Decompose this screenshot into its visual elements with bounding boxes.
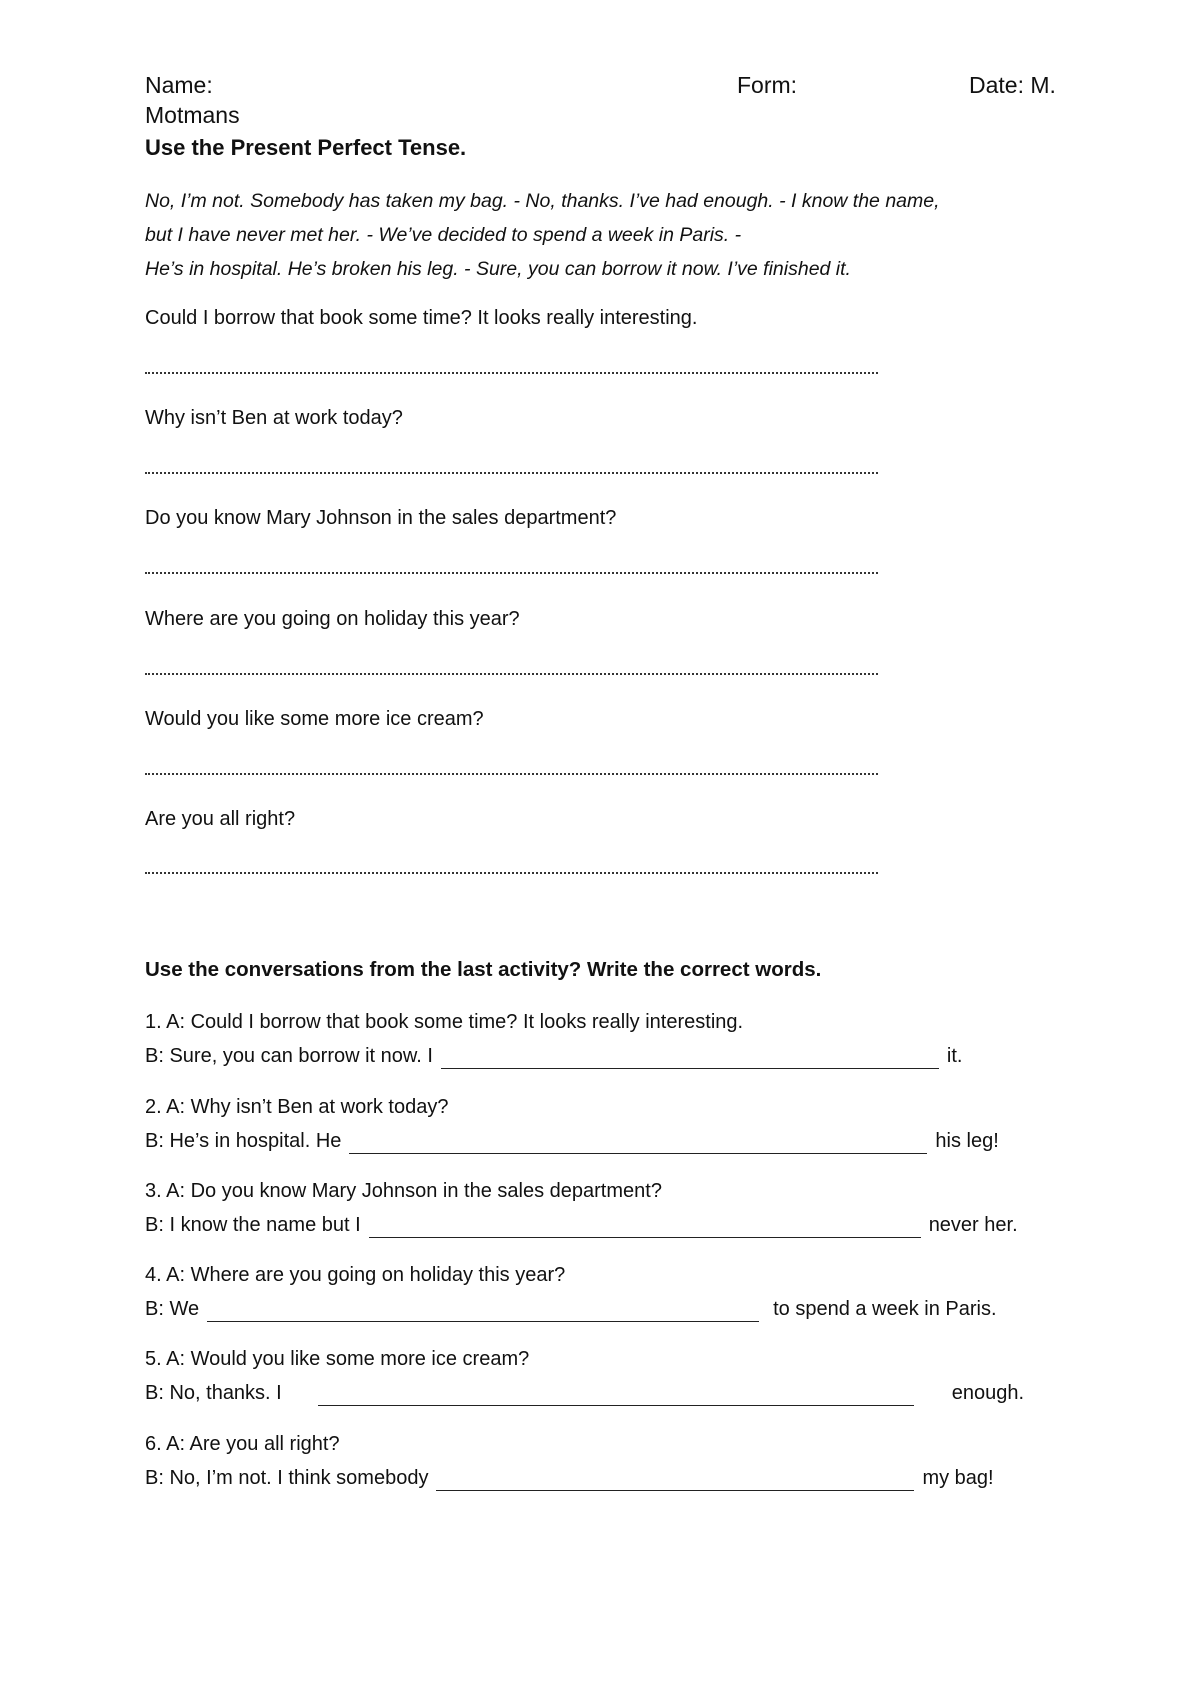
exercise-question: 5. A: Would you like some more ice cream? — [145, 1348, 530, 1370]
answer-blank-2[interactable] — [349, 1131, 927, 1154]
answer-line: He’s in hospital. He’s broken his leg. - Sure, you can borrow it now. I’ve finished it. — [145, 258, 851, 280]
exercise-6 — [145, 1427, 1065, 1495]
answer-suffix: his leg! — [935, 1130, 999, 1152]
answer-suffix: never her. — [928, 1214, 1018, 1236]
answer-suffix: it. — [946, 1045, 963, 1067]
exercise-question: 4. A: Where are you going on holiday this year? — [145, 1264, 566, 1286]
answer-prefix: B: Sure, you can borrow it now. I — [145, 1045, 433, 1067]
answer-line: No, I’m not. Somebody has taken my bag. - No, thanks. I’ve had enough. - I know the name, — [145, 190, 940, 212]
question-5: Would you like some more ice cream? — [145, 708, 484, 730]
question-4: Where are you going on holiday this year? — [145, 608, 520, 630]
exercise-question: 2. A: Why isn’t Ben at work today? — [145, 1096, 449, 1118]
exercise-1 — [145, 1005, 1065, 1073]
exercise-2 — [145, 1090, 1065, 1158]
exercise-answer-row — [145, 1039, 1065, 1073]
answer-dotted-line-3[interactable] — [145, 572, 878, 576]
answer-blank-3[interactable] — [369, 1215, 921, 1238]
answer-prefix: B: He’s in hospital. He — [145, 1130, 342, 1152]
date-label: Date: M. — [969, 72, 1056, 98]
answer-suffix: enough. — [951, 1382, 1025, 1404]
answer-line: but I have never met her. - We’ve decided to spend a week in Paris. - — [145, 224, 742, 246]
answer-dotted-line-5[interactable] — [145, 773, 878, 777]
exercise-answer-row — [145, 1292, 1065, 1326]
exercise-question: 3. A: Do you know Mary Johnson in the sales department? — [145, 1180, 662, 1202]
question-2: Why isn’t Ben at work today? — [145, 407, 403, 429]
exercise-question: 1. A: Could I borrow that book some time? It looks really interesting. — [145, 1011, 744, 1033]
answer-dotted-line-2[interactable] — [145, 472, 878, 476]
answer-prefix: B: No, thanks. I — [145, 1382, 282, 1404]
section2-title: Use the conversations from the last activity? Write the correct words. — [145, 958, 822, 981]
answer-blank-6[interactable] — [436, 1468, 914, 1491]
answer-suffix: my bag! — [922, 1467, 994, 1489]
exercise-answer-row — [145, 1376, 1065, 1410]
answer-dotted-line-6[interactable] — [145, 872, 878, 876]
exercise-4 — [145, 1258, 1065, 1326]
exercise-question: 6. A: Are you all right? — [145, 1433, 340, 1455]
answer-blank-1[interactable] — [441, 1046, 939, 1069]
form-label: Form: — [737, 72, 798, 98]
answer-blank-5[interactable] — [318, 1383, 914, 1406]
answer-dotted-line-4[interactable] — [145, 673, 878, 677]
answer-prefix: B: We — [145, 1298, 200, 1320]
question-6: Are you all right? — [145, 808, 296, 830]
name-label: Name: — [145, 72, 213, 98]
answer-blank-4[interactable] — [207, 1299, 759, 1322]
exercise-answer-row — [145, 1208, 1065, 1242]
answer-dotted-line-1[interactable] — [145, 372, 878, 376]
exercise-3 — [145, 1174, 1065, 1242]
section1-title: Use the Present Perfect Tense. — [145, 135, 467, 160]
exercise-answer-row — [145, 1124, 1065, 1158]
question-3: Do you know Mary Johnson in the sales department? — [145, 507, 617, 529]
question-1: Could I borrow that book some time? It looks really interesting. — [145, 307, 698, 329]
exercise-5 — [145, 1342, 1065, 1410]
answer-prefix: B: No, I’m not. I think somebody — [145, 1467, 429, 1489]
answer-options — [145, 184, 1075, 286]
teacher-name: Motmans — [145, 102, 240, 128]
answer-prefix: B: I know the name but I — [145, 1214, 361, 1236]
exercise-answer-row — [145, 1461, 1065, 1495]
answer-suffix: to spend a week in Paris. — [773, 1298, 997, 1320]
